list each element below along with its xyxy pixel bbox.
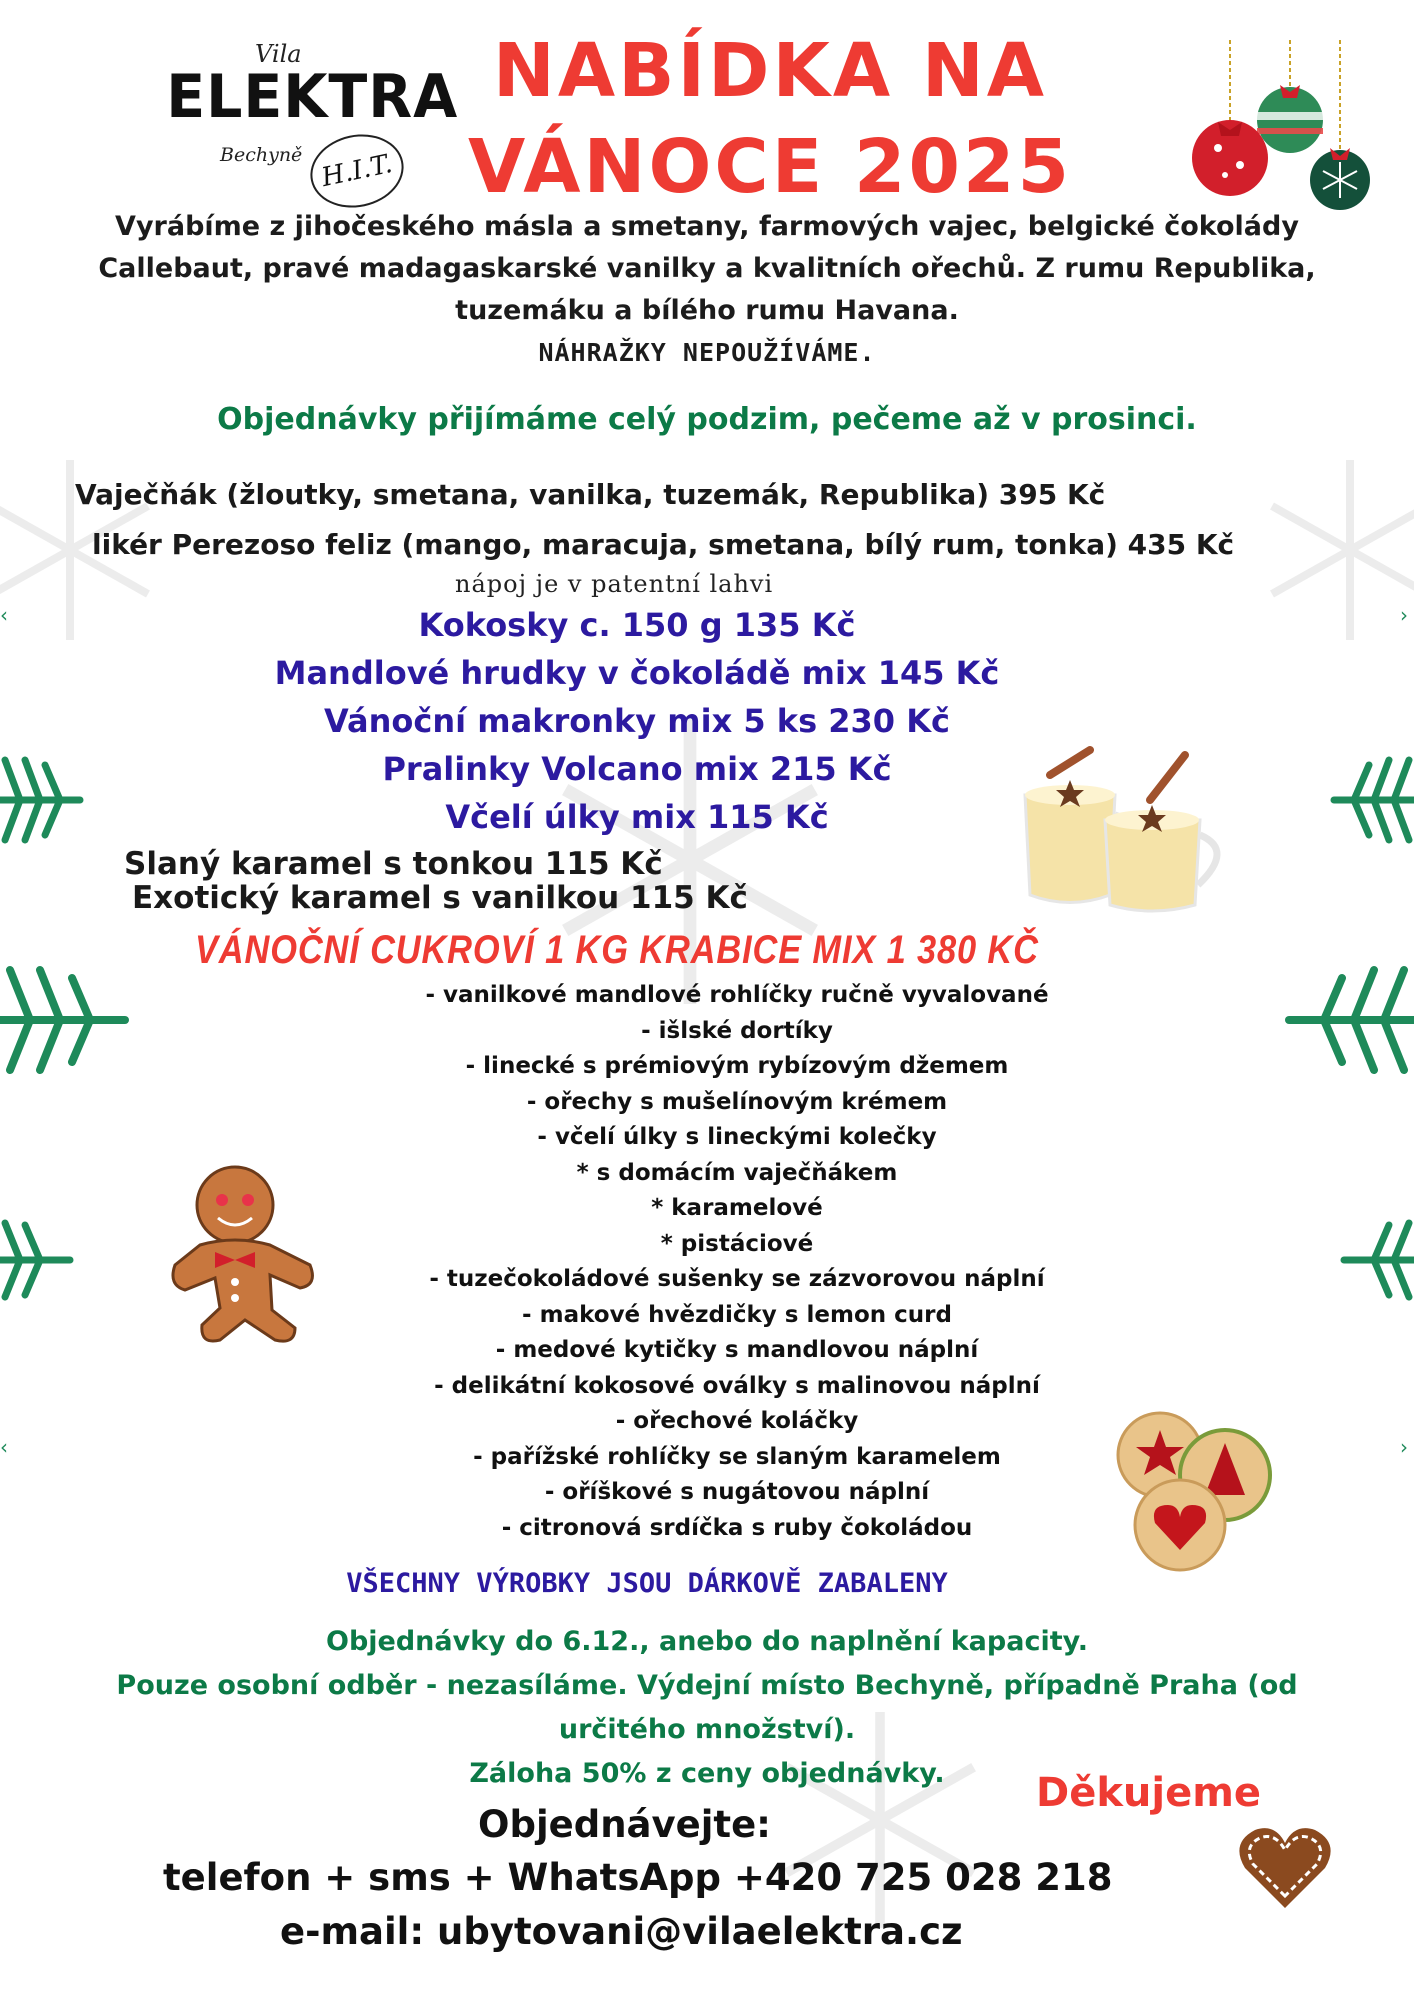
logo-script-top: Vila [255, 40, 302, 68]
gingerbread-man-icon [160, 1160, 320, 1345]
liqueur-perezoso: likér Perezoso feliz (mango, maracuja, smetana, bílý rum, tonka) 435 Kč [92, 528, 1235, 561]
conditions-line-1: Objednávky do 6.12., anebo do naplnění kapacity. [326, 1626, 1088, 1657]
intro-line-2: Callebaut, pravé madagaskarské vanilky a kvalitních ořechů. Z rumu Republika, [98, 253, 1316, 284]
logo-script-bottom: Bechyně [220, 144, 303, 166]
list-item: * pistáciové [660, 1230, 814, 1257]
list-item: - tuzečokoládové sušenky se zázvorovou náplní [429, 1266, 1045, 1292]
gift-wrap-note: VŠECHNY VÝROBKY JSOU DÁRKOVĚ ZABALENY [346, 1568, 948, 1599]
list-item: - išlské dortíky [641, 1017, 833, 1044]
intro-line-3: tuzemáku a bílého rumu Havana. [455, 295, 959, 326]
eggnog-glasses-icon [1010, 745, 1240, 915]
intro-line-1: Vyrábíme z jihočeského másla a smetany, farmových vajec, belgické čokolády [115, 211, 1299, 242]
thanks-text: Děkujeme [1036, 1770, 1262, 1816]
list-item: - oříškové s nugátovou náplní [544, 1479, 930, 1505]
conditions-line-4: Záloha 50% z ceny objednávky. [469, 1758, 945, 1789]
list-item: - vanilkové mandlové rohlíčky ručně vyvalované [425, 982, 1049, 1008]
contact-email[interactable]: e-mail: ubytovani@vilaelektra.cz [280, 1910, 963, 1953]
edge-marker-icon: › [1400, 1435, 1408, 1459]
contact-heading: Objednávejte: [478, 1803, 771, 1846]
page-title-line1: NABÍDKA NA [492, 28, 1048, 114]
list-item: - ořechové koláčky [615, 1408, 859, 1434]
logo [160, 40, 459, 215]
jam-cookies-icon [1110, 1405, 1280, 1575]
conditions-line-2: Pouze osobní odběr - nezasíláme. Výdejní místo Bechyně, případně Praha (od [116, 1670, 1298, 1701]
gingerbread-heart-icon [1235, 1818, 1335, 1913]
list-item: - včelí úlky s lineckými kolečky [537, 1124, 937, 1150]
contact-phone[interactable]: telefon + sms + WhatsApp +420 725 028 218 [163, 1856, 1113, 1899]
list-item: - medové kytičky s mandlovou náplní [495, 1337, 979, 1363]
list-item: - delikátní kokosové oválky s malinovou náplní [434, 1372, 1040, 1399]
list-item: - ořechy s mušelínovým krémem [526, 1088, 948, 1115]
sweet-item: Mandlové hrudky v čokoládě mix 145 Kč [274, 654, 1000, 692]
intro-text [0, 206, 1414, 374]
liqueur-eggnog: Vaječňák (žloutky, smetana, vanilka, tuzemák, Republika) 395 Kč [75, 478, 1106, 511]
sweet-item: Vánoční makronky mix 5 ks 230 Kč [324, 702, 950, 740]
edge-marker-icon: ‹ [0, 1435, 8, 1459]
caramel-salted: Slaný karamel s tonkou 115 Kč [124, 846, 663, 882]
list-item: - linecké s prémiovým rybízovým džemem [465, 1053, 1009, 1079]
logo-stamp [304, 126, 411, 216]
sweet-item: Včelí úlky mix 115 Kč [445, 798, 829, 836]
list-item: * s domácím vaječňákem [576, 1159, 898, 1186]
logo-stamp-text: H.I.T. [319, 148, 395, 194]
bottle-note: nápoj je v patentní lahvi [455, 570, 774, 598]
list-item: - makové hvězdičky s lemon curd [522, 1301, 952, 1328]
list-item: - pařížské rohlíčky se slaným karamelem [473, 1443, 1001, 1470]
conditions-line-3: určitého množství). [558, 1714, 856, 1745]
edge-marker-icon: › [1400, 603, 1408, 627]
list-item: - citronová srdíčka s ruby čokoládou [501, 1514, 973, 1541]
christmas-ornaments-icon [1185, 40, 1385, 210]
cookie-box-title: VÁNOČNÍ CUKROVÍ 1 KG KRABICE MIX 1 380 KČ [195, 928, 1039, 972]
list-item: * karamelové [651, 1195, 823, 1221]
caramel-exotic: Exotický karamel s vanilkou 115 Kč [132, 880, 748, 916]
orders-note: Objednávky přijímáme celý podzim, pečeme až v prosinci. [217, 402, 1197, 437]
intro-no-substitutes: NÁHRAŽKY NEPOUŽÍVÁME. [538, 338, 876, 367]
sweet-item: Kokosky c. 150 g 135 Kč [418, 606, 856, 644]
page-title-line2: VÁNOCE 2025 [468, 124, 1072, 210]
logo-name: ELEKTRA [166, 62, 459, 132]
sweet-item: Pralinky Volcano mix 215 Kč [382, 750, 892, 788]
edge-marker-icon: ‹ [0, 603, 8, 627]
